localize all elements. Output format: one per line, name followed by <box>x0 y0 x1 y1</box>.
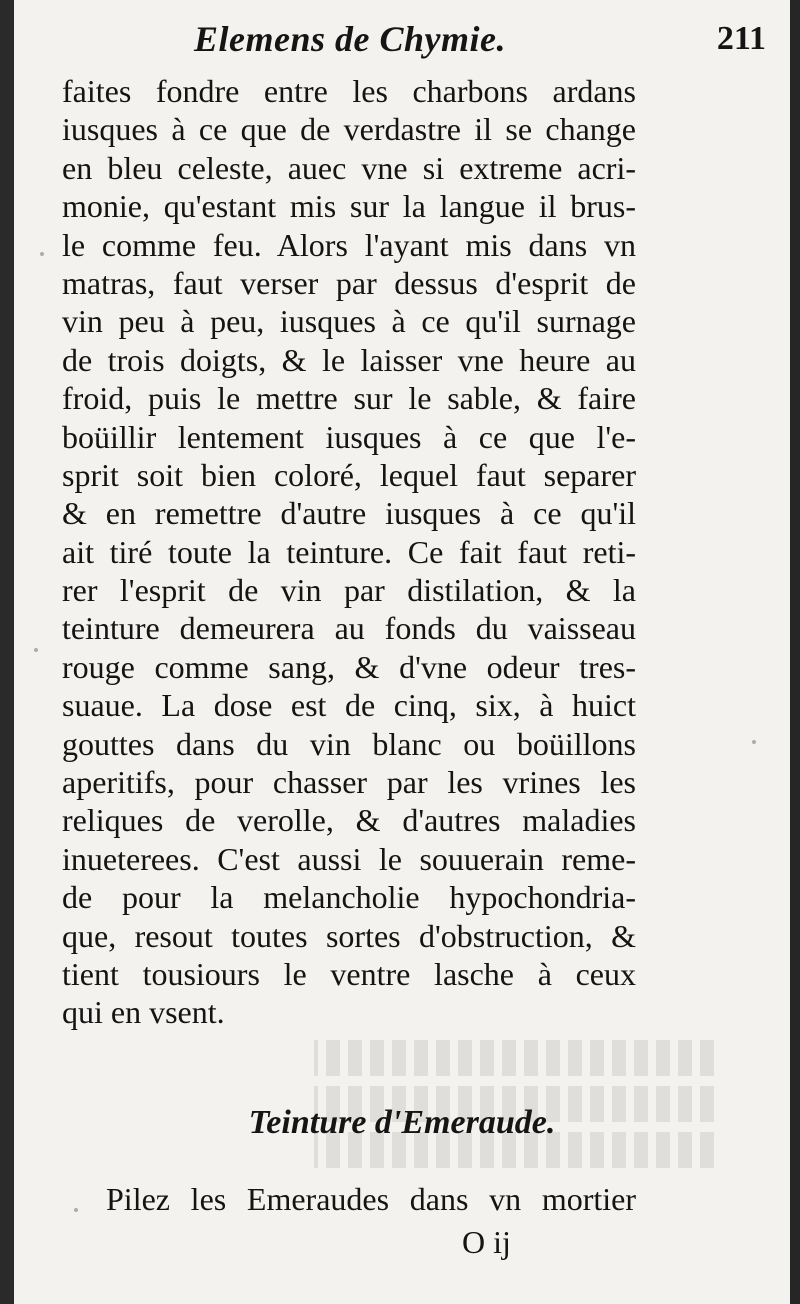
text-line: rer l'esprit de vin par distilation, & la <box>62 572 636 609</box>
text-line: qui en vsent. <box>62 994 225 1031</box>
book-page <box>14 0 790 1304</box>
paragraph-start: Pilez les Emeraudes dans vn mortier <box>106 1181 636 1217</box>
text-line: suaue. La dose est de cinq, six, à huict <box>62 687 636 724</box>
text-line: boüillir lentement iusques à ce que l'e- <box>62 418 636 455</box>
text-line: faites fondre entre les charbons ardans <box>62 73 636 109</box>
text-line: teinture demeurera au fonds du vaisseau <box>62 610 636 647</box>
text-line: le comme feu. Alors l'ayant mis dans vn <box>62 226 636 263</box>
text-line: monie, qu'estant mis sur la langue il brus- <box>62 188 636 225</box>
ink-speck <box>752 740 756 744</box>
text-line: reliques de verolle, & d'autres maladies <box>62 802 636 839</box>
text-line: de pour la melancholie hypochondria- <box>62 879 636 916</box>
ink-speck <box>40 252 44 256</box>
right-gutter <box>790 0 800 1304</box>
text-line: rouge comme sang, & d'vne odeur tres- <box>62 648 636 685</box>
text-line: froid, puis le mettre sur le sable, & faire <box>62 380 636 417</box>
ink-speck <box>34 648 38 652</box>
running-head <box>14 18 790 68</box>
text-line: ait tiré toute la teinture. Ce fait faut reti- <box>62 533 636 570</box>
text-line: gouttes dans du vin blanc ou boüillons <box>62 725 636 762</box>
text-line: sprit soit bien coloré, lequel faut separer <box>62 456 636 493</box>
page-number: 211 <box>716 20 766 57</box>
text-line: de trois doigts, & le laisser vne heure au <box>62 341 636 378</box>
text-line: matras, faut verser par dessus d'esprit de <box>62 264 636 301</box>
text-line: & en remettre d'autre iusques à ce qu'il <box>62 495 636 532</box>
text-line: iusques à ce que de verdastre il se change <box>62 111 636 148</box>
text-line: aperitifs, pour chasser par les vrines les <box>62 764 636 801</box>
text-line: en bleu celeste, auec vne si extreme acri- <box>62 149 636 186</box>
running-title: Elemens de Chymie. <box>194 19 506 59</box>
text-line: tient tousiours le ventre lasche à ceux <box>62 955 636 992</box>
text-line: inueterees. C'est aussi le souuerain reme- <box>62 840 636 877</box>
ink-speck <box>74 1208 78 1212</box>
signature-mark: O ij <box>462 1224 511 1260</box>
left-gutter <box>0 0 14 1304</box>
section-heading: Teinture d'Emeraude. <box>248 1104 556 1141</box>
text-line: que, resout toutes sortes d'obstruction, & <box>62 917 636 954</box>
text-line: vin peu à peu, iusques à ce qu'il surnage <box>62 303 636 340</box>
body-text <box>62 72 636 1032</box>
